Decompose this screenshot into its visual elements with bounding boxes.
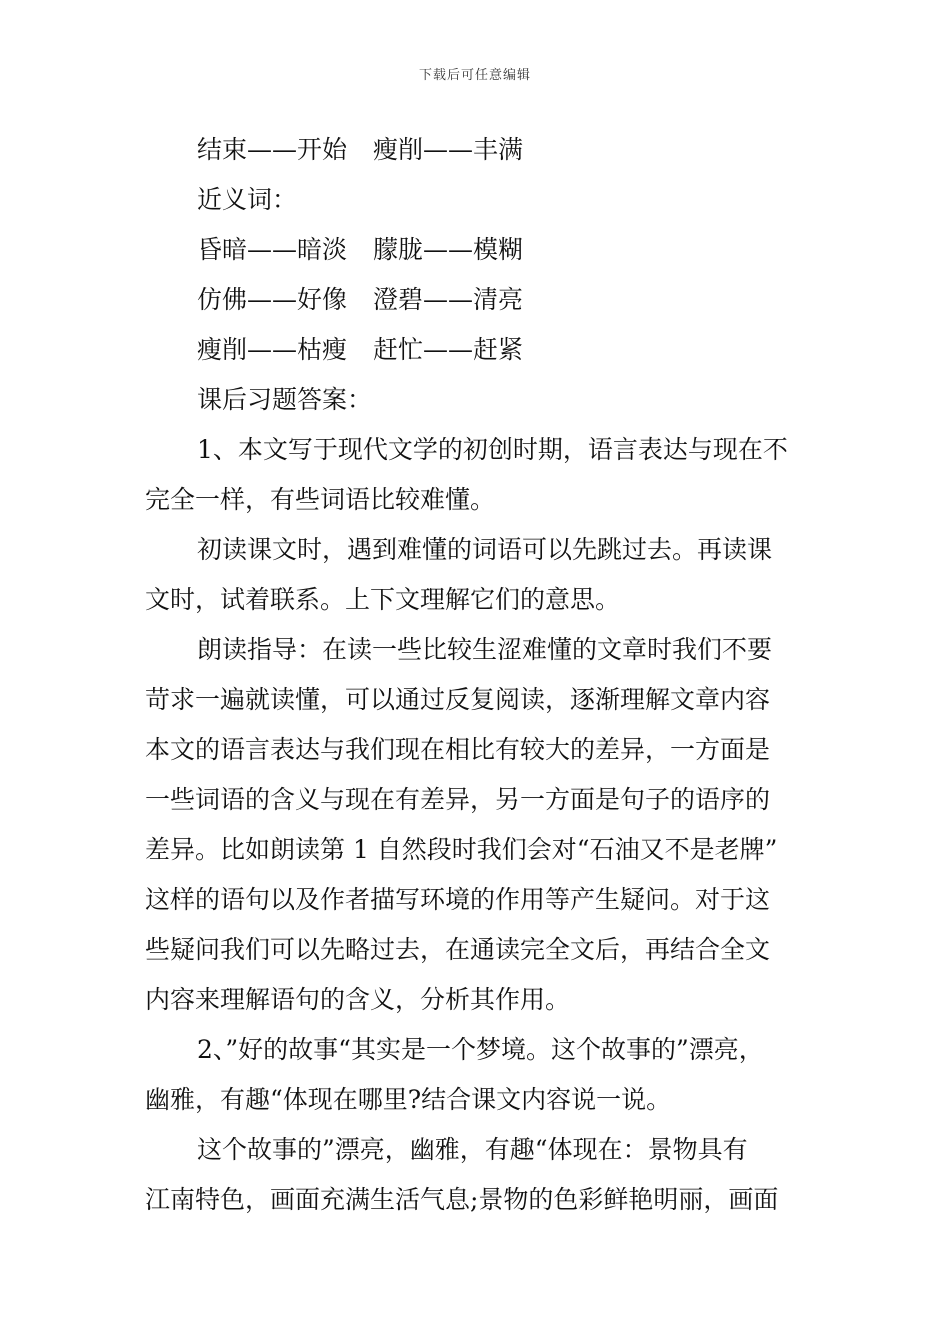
synonym-pair: 朦胧——模糊	[373, 235, 524, 264]
paragraph-line: 初读课文时，遇到难懂的词语可以先跳过去。再读课	[197, 535, 773, 564]
antonym-pair: 瘦削——丰满	[373, 135, 524, 164]
synonym-row	[145, 275, 810, 325]
paragraph-line: 文时，试着联系。上下文理解它们的意思。	[145, 585, 621, 614]
paragraph-line: 内容来理解语句的含义，分析其作用。	[145, 985, 571, 1014]
synonym-pair: 仿佛——好像	[197, 285, 348, 314]
paragraph-line: 完全一样，有些词语比较难懂。	[145, 485, 496, 514]
paragraph-line: 这样的语句以及作者描写环境的作用等产生疑问。对于这	[145, 885, 771, 914]
document-body	[145, 125, 810, 1225]
synonym-row	[145, 325, 810, 375]
synonym-pair: 赶忙——赶紧	[373, 335, 524, 364]
answers-heading: 课后习题答案：	[197, 385, 373, 414]
paragraph-line: 2、”好的故事“其实是一个梦境。这个故事的”漂亮，	[197, 1035, 764, 1064]
antonym-pair: 结束——开始	[197, 135, 348, 164]
paragraph-line: 这个故事的”漂亮，幽雅，有趣“体现在：景物具有	[197, 1135, 748, 1164]
synonym-pair: 瘦削——枯瘦	[197, 335, 348, 364]
synonym-pair: 澄碧——清亮	[373, 285, 524, 314]
paragraph-line: 苛求一遍就读懂，可以通过反复阅读，逐渐理解文章内容	[145, 685, 771, 714]
paragraph-line: 一些词语的含义与现在有差异，另一方面是句子的语序的	[145, 785, 771, 814]
paragraph-line: 江南特色，画面充满生活气息;景物的色彩鲜艳明丽，画面	[145, 1185, 779, 1214]
synonym-pair: 昏暗——暗淡	[197, 235, 348, 264]
paragraph-line: 朗读指导：在读一些比较生涩难懂的文章时我们不要	[197, 635, 773, 664]
synonyms-heading: 近义词：	[197, 185, 298, 214]
paragraph-line: 幽雅，有趣“体现在哪里?结合课文内容说一说。	[145, 1085, 672, 1114]
synonym-row	[145, 225, 810, 275]
paragraph-line: 1、本文写于现代文学的初创时期，语言表达与现在不	[197, 435, 788, 464]
antonym-row	[145, 125, 810, 175]
page-header: 下载后可任意编辑	[418, 68, 531, 83]
paragraph-line: 些疑问我们可以先略过去，在通读完全文后，再结合全文	[145, 935, 771, 964]
paragraph-line: 本文的语言表达与我们现在相比有较大的差异，一方面是	[145, 735, 771, 764]
paragraph-line: 差异。比如朗读第 1 自然段时我们会对“石油又不是老牌”	[145, 835, 778, 864]
